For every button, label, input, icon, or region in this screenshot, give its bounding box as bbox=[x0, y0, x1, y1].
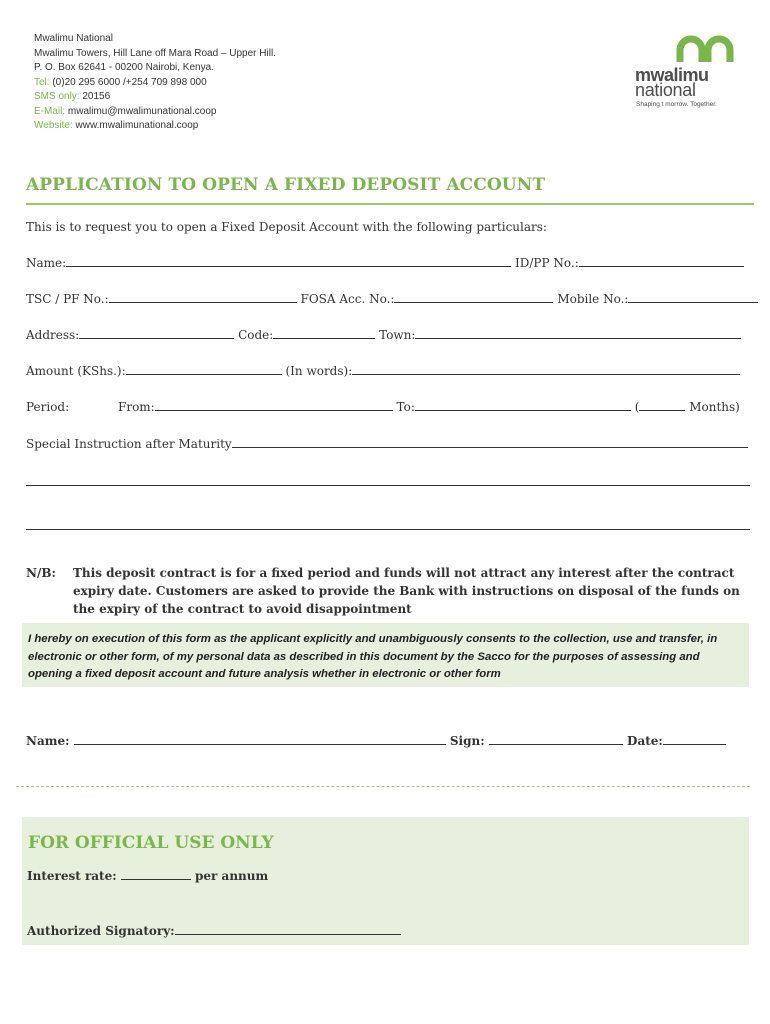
special-instruction-row bbox=[26, 437, 750, 451]
date-field[interactable] bbox=[663, 734, 726, 745]
period-row bbox=[26, 400, 750, 414]
special-instruction-line-3[interactable] bbox=[26, 529, 750, 530]
email-value: mwalimu@mwalimunational.coop bbox=[67, 105, 217, 117]
tsc-label: TSC / PF No.: bbox=[26, 292, 109, 306]
website-value: www.mwalimunational.coop bbox=[75, 120, 199, 131]
mwalimu-logo bbox=[633, 34, 743, 114]
tel-label: Tel: bbox=[34, 76, 50, 88]
special-instruction-line-2[interactable] bbox=[26, 485, 750, 486]
address-row bbox=[26, 328, 750, 342]
logo-arches-icon bbox=[676, 34, 738, 64]
tel-line bbox=[34, 76, 276, 91]
months-field[interactable] bbox=[639, 400, 685, 411]
interest-rate-field[interactable] bbox=[121, 869, 191, 880]
sms-value: 20156 bbox=[82, 91, 111, 102]
sms-label: SMS only: bbox=[34, 91, 80, 102]
email-line bbox=[34, 105, 276, 120]
official-title: FOR OFFICIAL USE ONLY bbox=[28, 833, 274, 853]
mobile-field[interactable] bbox=[628, 292, 758, 303]
code-field[interactable] bbox=[273, 328, 375, 339]
signature-row bbox=[26, 734, 750, 748]
note-text: This deposit contract is for a fixed period and funds will not attract any interest after the contract expiry date. Customers are asked to provide the Bank with instructions on disposal of the funds on the expiry of the contract to avoid disappointment bbox=[73, 566, 740, 616]
mobile-label: Mobile No.: bbox=[557, 292, 629, 306]
from-field[interactable] bbox=[155, 400, 393, 411]
logo-word-national: national bbox=[635, 80, 696, 100]
code-label: Code: bbox=[238, 328, 274, 342]
authorized-signatory-field[interactable] bbox=[175, 924, 401, 935]
logo-tagline: Shaping t morrow. Together. bbox=[636, 101, 717, 108]
fosa-label: FOSA Acc. No.: bbox=[300, 292, 395, 306]
tsc-field[interactable] bbox=[109, 292, 297, 303]
tel-value: (0)20 295 6000 /+254 709 898 000 bbox=[52, 76, 207, 88]
logo-word-mwalimu: mwalimu bbox=[635, 65, 709, 85]
interest-rate-label: Interest rate: bbox=[27, 869, 117, 883]
fosa-field[interactable] bbox=[394, 292, 553, 303]
per-annum-label: per annum bbox=[195, 869, 269, 883]
amount-field[interactable] bbox=[126, 364, 282, 375]
amount-row bbox=[26, 364, 750, 378]
authorized-signatory-row bbox=[27, 924, 401, 938]
to-field[interactable] bbox=[415, 400, 631, 411]
sign-name-label: Name: bbox=[26, 734, 70, 748]
website-label: Website: bbox=[34, 120, 73, 131]
town-field[interactable] bbox=[415, 328, 741, 339]
tsc-fosa-mobile-row bbox=[26, 292, 750, 306]
email-label: E-Mail: bbox=[34, 105, 66, 117]
sign-name-field[interactable] bbox=[74, 734, 446, 745]
date-label: Date: bbox=[627, 734, 663, 748]
consent-box bbox=[22, 623, 749, 687]
website-line bbox=[34, 119, 276, 134]
address-line-1: Mwalimu Towers, Hill Lane off Mara Road – Upper Hill. bbox=[34, 47, 276, 59]
title-rule bbox=[26, 203, 754, 205]
town-label: Town: bbox=[379, 328, 416, 342]
intro-text: This is to request you to open a Fixed Deposit Account with the following particulars: bbox=[26, 220, 547, 234]
note-block bbox=[26, 564, 750, 620]
section-divider bbox=[16, 786, 750, 787]
amount-label: Amount (KShs.): bbox=[26, 364, 126, 378]
id-label: ID/PP No.: bbox=[515, 256, 579, 270]
months-open: ( bbox=[634, 400, 640, 414]
sign-field[interactable] bbox=[489, 734, 623, 745]
authorized-signatory-label: Authorized Signatory: bbox=[27, 924, 175, 938]
note-label: N/B: bbox=[26, 566, 56, 580]
consent-text: I hereby on execution of this form as the applicant explicitly and unambiguously consents to the collection, use and transfer, in electronic or other form, of my personal data as described in this document by the Sacco for the purposes of assessing and opening a fixed deposit account and future analysis whether in electronic or other form bbox=[28, 633, 718, 680]
address-line-2: P. O. Box 62641 - 00200 Nairobi, Kenya. bbox=[34, 62, 214, 73]
period-label: Period: bbox=[26, 400, 70, 414]
form-title: APPLICATION TO OPEN A FIXED DEPOSIT ACCOUNT bbox=[26, 175, 546, 195]
words-label: (In words): bbox=[285, 364, 353, 378]
id-field[interactable] bbox=[579, 256, 744, 267]
from-label: From: bbox=[118, 400, 155, 414]
header-address bbox=[34, 32, 276, 134]
sms-line bbox=[34, 90, 276, 105]
special-instruction-label: Special Instruction after Maturity bbox=[26, 437, 232, 451]
name-field[interactable] bbox=[66, 256, 511, 267]
name-id-row bbox=[26, 256, 750, 270]
address-field[interactable] bbox=[79, 328, 234, 339]
amount-words-field[interactable] bbox=[352, 364, 740, 375]
months-label: Months) bbox=[689, 400, 740, 414]
special-instruction-field[interactable] bbox=[232, 437, 748, 448]
name-label: Name: bbox=[26, 256, 67, 270]
official-use-box bbox=[22, 817, 749, 945]
sign-label: Sign: bbox=[449, 734, 485, 748]
address-label: Address: bbox=[26, 328, 80, 342]
org-name: Mwalimu National bbox=[34, 33, 113, 44]
interest-rate-row bbox=[27, 869, 268, 883]
to-label: To: bbox=[396, 400, 415, 414]
